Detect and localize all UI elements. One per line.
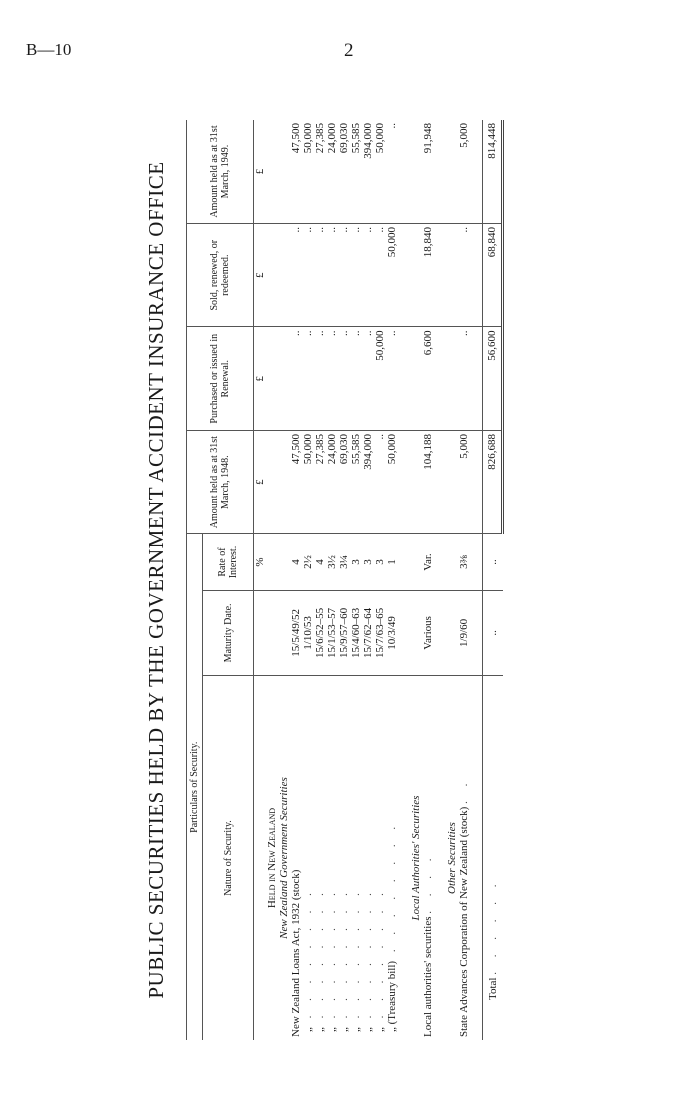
purchased-cell: .. (302, 327, 314, 430)
maturity-cell: 1/9/60 (458, 590, 470, 675)
rate-cell: 3 (374, 534, 386, 590)
maturity-cell: Various (422, 590, 434, 675)
sold-cell: .. (290, 224, 302, 327)
rate-cell: 4 (290, 534, 302, 590)
nature-cell: „ . . . . . . . . (338, 887, 350, 1032)
total-row (483, 120, 503, 1040)
held-1948-cell: 50,000 (302, 430, 314, 533)
held-1949-cell: 394,000 (362, 120, 374, 224)
maturity-cell: 10/3/49 (386, 590, 398, 675)
total-purchased: 56,600 (483, 327, 503, 430)
nature-cell: State Advances Corporation of New Zealand (stock) . . (458, 777, 470, 1037)
table-row (422, 120, 434, 1040)
particulars-header: Particulars of Security. (187, 534, 203, 1040)
maturity-cell: 15/7/62–64 (362, 590, 374, 675)
purchased-cell: .. (314, 327, 326, 430)
held-1948-cell: 24,000 (326, 430, 338, 533)
held-1948-cell: .. (374, 430, 386, 533)
held-1948-header: Amount held as at 31st March, 1948. (187, 430, 254, 533)
purchased-cell: 50,000 (374, 327, 386, 430)
purchased-cell: .. (386, 327, 398, 430)
purchased-cell: .. (326, 327, 338, 430)
pound-unit: £ (254, 120, 267, 224)
held-1949-cell: 69,030 (338, 120, 350, 224)
rate-cell: Var. (422, 534, 434, 590)
purchased-cell: .. (362, 327, 374, 430)
purchased-cell: 6,600 (422, 327, 434, 430)
document-reference: B—10 (26, 40, 72, 59)
sold-cell: .. (458, 224, 470, 327)
held-1949-cell: 5,000 (458, 120, 470, 224)
total-held-1948: 826,688 (483, 430, 503, 533)
maturity-cell: 15/4/60–63 (350, 590, 362, 675)
table-row (314, 120, 326, 1040)
table-row (302, 120, 314, 1040)
table-row (374, 120, 386, 1040)
nature-cell: „ . . . . . . . . (374, 887, 386, 1032)
nature-cell: „ . . . . . . . . (314, 887, 326, 1032)
table-row (326, 120, 338, 1040)
held-1949-cell: 24,000 (326, 120, 338, 224)
table-row (338, 120, 350, 1040)
nature-cell: „ . . . . . . . . (302, 887, 314, 1032)
rate-cell: 3 (362, 534, 374, 590)
nature-cell: „ . . . . . . . . (362, 887, 374, 1032)
held-1949-header: Amount held as at 31st March, 1949. (187, 120, 254, 224)
purchased-header: Purchased or issued in Renewal. (187, 327, 254, 430)
page-number: 2 (344, 40, 354, 61)
sold-cell: .. (302, 224, 314, 327)
held-1948-cell: 55,585 (350, 430, 362, 533)
sold-header: Sold, renewed, or redeemed. (187, 224, 254, 327)
sold-cell: .. (338, 224, 350, 327)
maturity-cell: 15/1/53–57 (326, 590, 338, 675)
units-row (254, 120, 267, 1040)
rate-header: Rate of Interest. (203, 534, 254, 590)
held-1948-cell: 394,000 (362, 430, 374, 533)
held-1949-cell: 47,500 (290, 120, 302, 224)
sold-cell: .. (326, 224, 338, 327)
rate-cell: 3⅜ (458, 534, 470, 590)
held-1949-cell: 27,385 (314, 120, 326, 224)
sold-cell: .. (314, 224, 326, 327)
pound-unit: £ (254, 224, 267, 327)
table-row (350, 120, 362, 1040)
held-1948-cell: 104,188 (422, 430, 434, 533)
total-label: Total . . . . . . (483, 676, 503, 1040)
held-1948-cell: 47,500 (290, 430, 302, 533)
held-1948-cell: 5,000 (458, 430, 470, 533)
section-local-authorities: Local Authorities' Securities (410, 795, 422, 921)
rate-cell: 1 (386, 534, 398, 590)
rate-cell: 2½ (302, 534, 314, 590)
sold-cell: 18,840 (422, 224, 434, 327)
nature-header: Nature of Security. (203, 676, 254, 1040)
held-1949-cell: 55,585 (350, 120, 362, 224)
rate-cell: 3½ (326, 534, 338, 590)
nature-cell: „ (Treasury bill) . . . . . . . . (386, 820, 398, 1032)
maturity-header: Maturity Date. (203, 590, 254, 675)
pound-unit: £ (254, 327, 267, 430)
sold-cell: .. (350, 224, 362, 327)
rate-cell: .. (483, 534, 503, 590)
pound-unit: £ (254, 430, 267, 533)
purchased-cell: .. (350, 327, 362, 430)
total-sold: 68,840 (483, 224, 503, 327)
rotated-table-sheet (144, 120, 584, 1040)
held-1948-cell: 27,385 (314, 430, 326, 533)
rate-cell: 3 (350, 534, 362, 590)
maturity-cell: 15/9/57–60 (338, 590, 350, 675)
sold-cell: .. (374, 224, 386, 327)
sold-cell: 50,000 (386, 224, 398, 327)
held-1949-cell: .. (386, 120, 398, 224)
total-held-1949: 814,448 (483, 120, 503, 224)
table-row (386, 120, 398, 1040)
purchased-cell: .. (458, 327, 470, 430)
table-row (362, 120, 374, 1040)
rate-cell: 3¼ (338, 534, 350, 590)
maturity-cell: 15/5/49/52 (290, 590, 302, 675)
maturity-cell: 1/10/53 (302, 590, 314, 675)
table-row (458, 120, 470, 1040)
section-held-in-nz: Held in New Zealand (266, 807, 278, 909)
table-row (290, 120, 302, 1040)
securities-table (186, 120, 504, 1040)
maturity-cell: .. (483, 590, 503, 675)
nature-cell: New Zealand Loans Act, 1932 (stock) (290, 869, 302, 1037)
held-1949-cell: 91,948 (422, 120, 434, 224)
section-other: Other Securities (446, 822, 458, 894)
maturity-cell: 15/6/52–55 (314, 590, 326, 675)
section-nz-government: New Zealand Government Securities (278, 777, 290, 939)
held-1948-cell: 69,030 (338, 430, 350, 533)
rate-cell: 4 (314, 534, 326, 590)
nature-cell: Local authorities' securities . . . . (422, 852, 434, 1037)
nature-cell: „ . . . . . . . . (350, 887, 362, 1032)
held-1949-cell: 50,000 (374, 120, 386, 224)
maturity-cell: 15/7/63–65 (374, 590, 386, 675)
nature-cell: „ . . . . . . . . (326, 887, 338, 1032)
sold-cell: .. (362, 224, 374, 327)
held-1949-cell: 50,000 (302, 120, 314, 224)
percent-unit: % (254, 534, 267, 590)
purchased-cell: .. (338, 327, 350, 430)
table-title: PUBLIC SECURITIES HELD BY THE GOVERNMENT ACCIDENT INSURANCE OFFICE (144, 161, 168, 999)
purchased-cell: .. (290, 327, 302, 430)
held-1948-cell: 50,000 (386, 430, 398, 533)
